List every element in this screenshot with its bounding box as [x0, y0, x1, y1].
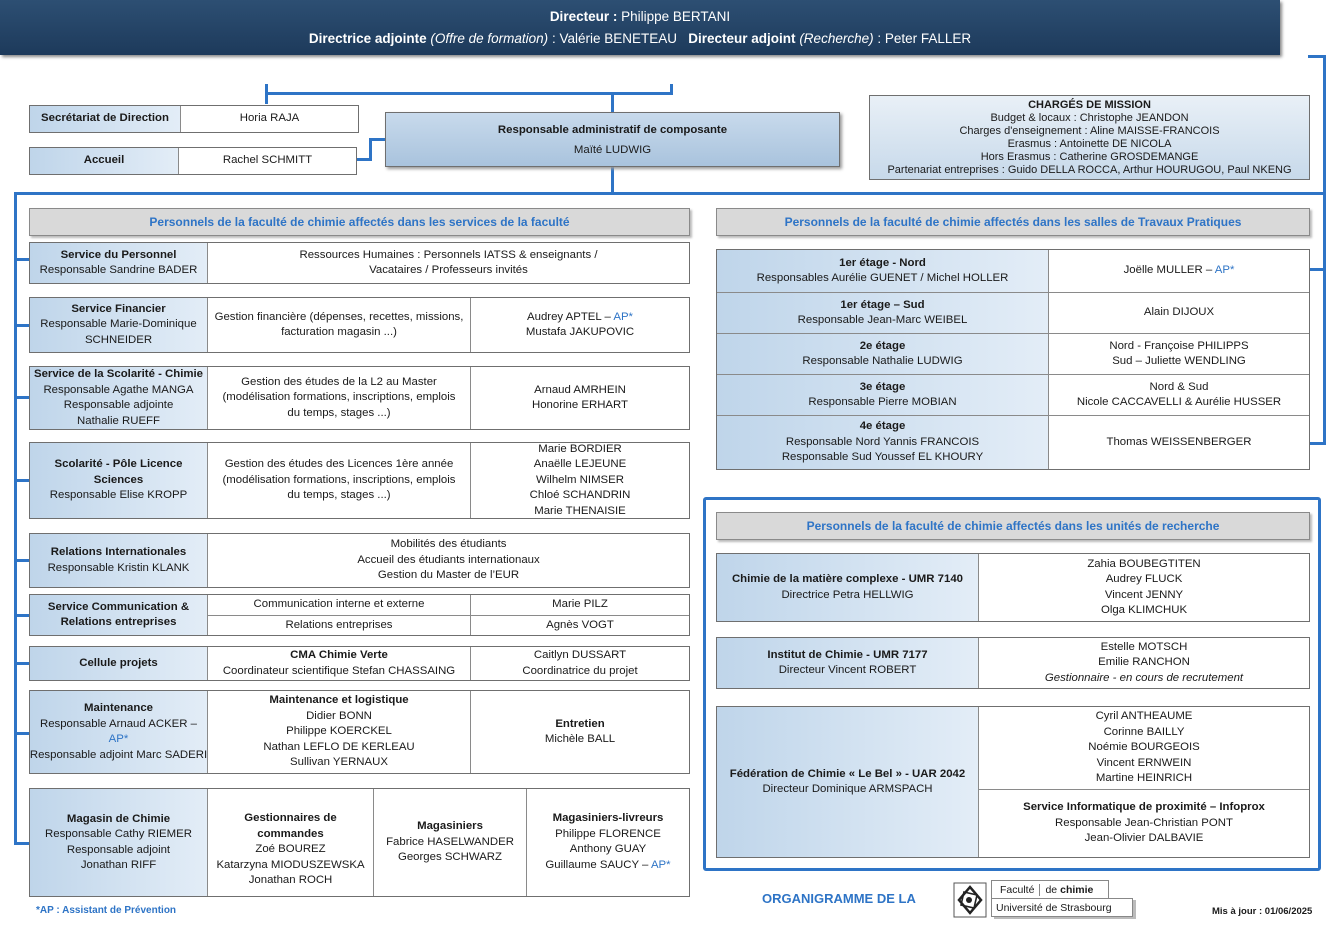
research-unit-umr7177 [716, 637, 1310, 689]
gestionnaire-person: Zoé BOUREZ [255, 843, 326, 855]
magasinier-person: Georges SCHWARZ [397, 851, 502, 864]
maintenance-resp: Responsable adjoint Marc SADERI [30, 748, 208, 761]
licence-desc: (modélisation formations, inscriptions, emplois [222, 473, 456, 486]
licence-person: Wilhelm NIMSER [536, 473, 624, 486]
connector [14, 192, 17, 844]
unit-person: Noémie BOURGEOIS [1088, 741, 1200, 754]
financier-person: Mustafa JAKUPOVIC [525, 326, 635, 338]
unit-director: Directeur Vincent ROBERT [778, 664, 917, 676]
connector [14, 324, 30, 327]
connector [14, 614, 30, 617]
tp-resp: Responsable Nord Yannis FRANCOIS [785, 435, 980, 448]
magasin-resp: Jonathan RIFF [80, 859, 157, 871]
charge-line: Partenariat entreprises : Guido DELLA ROCCA, Arthur HOURUGOU, Paul NKENG [887, 163, 1292, 176]
scolarite-person: Honorine ERHART [531, 399, 628, 411]
resp-admin-name: Maïté LUDWIG [573, 143, 652, 156]
comm-person: Marie PILZ [552, 598, 608, 611]
projets-person: Caitlyn DUSSART [533, 649, 627, 661]
logo-university: Université de Strasbourg [991, 898, 1133, 917]
ap-footnote: *AP : Assistant de Prévention [36, 905, 177, 916]
livreur-person: Guillaume SAUCY – AP* [545, 858, 671, 871]
scolarite-resp: Responsable Agathe MANGA [43, 383, 194, 396]
connector [14, 842, 30, 845]
connector [1323, 55, 1326, 445]
magasin-label: Magasin de Chimie [66, 812, 171, 825]
org-title: ORGANIGRAMME DE LA [762, 891, 916, 906]
connector [1308, 442, 1326, 445]
connector [14, 396, 30, 399]
connector [14, 559, 30, 562]
connector [369, 138, 385, 141]
scolarite-resp: Nathalie RUEFF [77, 414, 160, 427]
livreur-person: Anthony GUAY [569, 843, 647, 855]
charge-line: Charges d'enseignement : Aline MAISSE-FRANCOIS [959, 124, 1220, 137]
scolarite-resp: Responsable adjointe [63, 399, 174, 411]
livreurs-title: Magasiniers-livreurs [552, 812, 664, 824]
financier-resp: SCHNEIDER [84, 333, 153, 346]
maintenance-person: Didier BONN [306, 709, 372, 722]
relations-internationales [29, 533, 690, 588]
financier-person: Audrey APTEL – AP* [527, 310, 633, 323]
comm-desc: Relations entreprises [285, 618, 393, 631]
tp-floor: 3e étage [859, 380, 906, 393]
charges-title: CHARGÉS DE MISSION [1028, 98, 1151, 111]
connector [14, 192, 1326, 195]
personnel-desc: Vacataires / Professeurs invités [369, 264, 528, 276]
infoprox-resp: Responsable Jean-Christian PONT [1055, 816, 1233, 829]
unit-person: Corinne BAILLY [1103, 725, 1185, 738]
personnel-desc: Ressources Humaines : Personnels IATSS & enseignants / [299, 248, 598, 261]
unit-name: Institut de Chimie - UMR 7177 [767, 648, 928, 661]
comm-label: Relations entreprises [60, 616, 177, 628]
tp-resp: Responsable Pierre MOBIAN [808, 396, 957, 408]
projets-coord: Coordinateur scientifique Stefan CHASSAING [222, 664, 456, 677]
ri-resp: Responsable Kristin KLANK [47, 561, 190, 574]
projets-label: Cellule projets [30, 647, 208, 680]
licence-person: Anaëlle LEJEUNE [533, 458, 627, 471]
unit-person: Gestionnaire - en cours de recrutement [1044, 671, 1244, 684]
maintenance-person: Philippe KOERCKEL [286, 725, 392, 738]
unit-person: Audrey FLUCK [1105, 573, 1183, 585]
maintenance-resp: Responsable Arnaud ACKER – AP* [39, 717, 198, 745]
ap-marker: AP* [613, 310, 633, 323]
ap-marker: AP* [108, 733, 129, 745]
licence-desc: du temps, stages ...) [287, 489, 391, 502]
unit-person: Estelle MOTSCH [1100, 640, 1188, 653]
director-line [550, 6, 730, 28]
tp-person: Alain DIJOUX [1143, 306, 1215, 319]
unit-person: Martine HEINRICH [1095, 772, 1193, 785]
accueil-label: Accueil [30, 148, 179, 174]
secretariat-name: Horia RAJA [239, 112, 300, 125]
service-communication [29, 594, 690, 636]
licence-resp: Responsable Elise KROPP [49, 489, 188, 502]
unit-person: Cyril ANTHEAUME [1095, 710, 1193, 723]
maintenance [29, 690, 690, 774]
research-unit-uar2042 [716, 706, 1310, 858]
connector [369, 138, 372, 161]
deputy1-role: (Offre de formation) [430, 30, 549, 46]
licence-person: Marie THENAISIE [534, 504, 626, 517]
connector [1308, 268, 1326, 271]
deputy1-label: Directrice adjointe [308, 30, 427, 46]
tp-floor: 1er étage – Sud [840, 298, 925, 311]
faculty-logo [951, 880, 1136, 920]
unit-name: Chimie de la matière complexe - UMR 7140 [731, 573, 964, 585]
scolarite-desc: (modélisation formations, inscriptions, emplois [222, 391, 456, 404]
licence-person: Chloé SCHANDRIN [529, 489, 631, 502]
scolarite-desc: du temps, stages ...) [287, 406, 391, 419]
secretariat-label: Secrétariat de Direction [30, 106, 181, 132]
financier-resp: Responsable Marie-Dominique [40, 318, 197, 331]
tp-person: Joëlle MULLER – AP* [1123, 264, 1235, 277]
deputies-line [309, 28, 971, 50]
magasin-resp: Responsable Cathy RIEMER [45, 828, 192, 840]
gestionnaire-person: Katarzyna MIODUSZEWSKA [216, 858, 365, 871]
connector [14, 662, 30, 665]
ap-marker: AP* [650, 858, 671, 871]
unit-name: Fédération de Chimie « Le Bel » - UAR 2042 [729, 767, 966, 780]
accueil-box [29, 147, 357, 175]
tp-resp: Responsable Nathalie LUDWIG [802, 355, 963, 367]
pole-licence [29, 442, 690, 519]
direction-banner [0, 0, 1280, 55]
gestionnaire-person: Jonathan ROCH [248, 874, 333, 886]
entretien-title: Entretien [555, 717, 605, 730]
deputy1-name: : Valérie BENETEAU [551, 30, 677, 46]
maintenance-person: Nathan LEFLO DE KERLEAU [263, 740, 415, 753]
tp-person: Nicole CACCAVELLI & Aurélie HUSSER [1076, 396, 1282, 408]
service-scolarite [29, 366, 690, 430]
personnel-resp: Responsable Sandrine BADER [39, 264, 198, 276]
charge-line: Budget & locaux : Christophe JEANDON [990, 111, 1189, 124]
tp-floor: 1er étage - Nord [839, 256, 926, 269]
ri-desc: Mobilités des étudiants [390, 538, 507, 551]
maintenance-person: Sullivan YERNAUX [290, 756, 388, 769]
scolarite-desc: Gestion des études de la L2 au Master [241, 375, 437, 388]
financier-desc: Gestion financière (dépenses, recettes, missions, [214, 310, 464, 323]
scolarite-label: Service de la Scolarité - Chimie [33, 368, 204, 380]
projets-role: Coordinatrice du projet [522, 664, 638, 677]
services-header: Personnels de la faculté de chimie affectés dans les services de la faculté [29, 208, 690, 236]
tp-header: Personnels de la faculté de chimie affectés dans les salles de Travaux Pratiques [716, 208, 1310, 236]
secretariat-box [29, 105, 359, 133]
tp-person: Nord & Sud [1149, 380, 1209, 393]
charge-line: Erasmus : Antoinette DE NICOLA [1007, 137, 1172, 150]
deputy2-role: (Recherche) [799, 30, 874, 46]
entretien-person: Michèle BALL [544, 733, 616, 745]
service-personnel [29, 242, 690, 284]
charges-mission-box [869, 95, 1310, 180]
unit-person: Emilie RANCHON [1098, 656, 1190, 669]
licence-person: Marie BORDIER [538, 443, 622, 455]
licence-label: Scolarité - Pôle Licence Sciences [54, 458, 183, 486]
tp-person: Nord - Françoise PHILIPPS [1109, 339, 1249, 352]
unit-person: Vincent ERNWEIN [1096, 756, 1192, 769]
logo-faculte: Faculté [992, 884, 1040, 896]
livreur-person: Philippe FLORENCE [555, 827, 661, 840]
research-header: Personnels de la faculté de chimie affectés dans les unités de recherche [716, 512, 1310, 540]
maintenance-logistique-title: Maintenance et logistique [269, 694, 409, 707]
tp-person: Sud – Juliette WENDLING [1112, 355, 1246, 367]
magasin-resp: Responsable adjoint [66, 843, 171, 856]
ri-desc: Gestion du Master de l’EUR [377, 569, 520, 582]
infoprox-title: Service Informatique de proximité – Infoprox [1023, 801, 1265, 814]
accueil-name: Rachel SCHMITT [222, 154, 313, 167]
unit-person: Vincent JENNY [1104, 588, 1184, 601]
research-unit-umr7140 [716, 553, 1310, 622]
magasin-chimie [29, 788, 690, 897]
resp-admin-title: Responsable administratif de composante [497, 123, 728, 136]
unit-person: Olga KLIMCHUK [1100, 604, 1188, 616]
update-date: Mis à jour : 01/06/2025 [1212, 906, 1313, 917]
comm-desc: Communication interne et externe [253, 598, 425, 611]
service-financier [29, 297, 690, 353]
comm-label: Service Communication & [47, 600, 190, 613]
personnel-label: Service du Personnel [60, 248, 177, 261]
logo-emblem-icon [953, 882, 987, 918]
licence-desc: Gestion des études des Licences 1ère année [224, 458, 454, 471]
connector [670, 84, 673, 95]
ap-marker: AP* [1214, 264, 1235, 277]
ri-desc: Accueil des étudiants internationaux [357, 553, 540, 566]
deputy2-label: Directeur adjoint [688, 30, 796, 46]
tp-resp: Responsable Sud Youssef EL KHOURY [781, 451, 984, 464]
financier-label: Service Financier [71, 302, 166, 315]
tp-resp: Responsables Aurélie GUENET / Michel HOLLER [756, 272, 1009, 284]
comm-person: Agnès VOGT [546, 618, 614, 631]
magasiniers-title: Magasiniers [417, 820, 483, 833]
maintenance-label: Maintenance [84, 702, 153, 714]
connector [14, 732, 30, 735]
projets-title: CMA Chimie Verte [290, 649, 388, 661]
connector [14, 479, 30, 482]
connector [14, 258, 30, 261]
tp-person: Thomas WEISSENBERGER [1106, 435, 1252, 448]
ri-label: Relations Internationales [50, 546, 187, 558]
charge-line: Hors Erasmus : Catherine GROSDEMANGE [980, 150, 1199, 163]
tp-resp: Responsable Jean-Marc WEIBEL [797, 314, 968, 326]
logo-de: de [1045, 883, 1058, 896]
financier-desc: facturation magasin ...) [281, 326, 397, 338]
tp-table [716, 249, 1310, 470]
director-name: Philippe BERTANI [621, 8, 731, 24]
scolarite-person: Arnaud AMRHEIN [534, 383, 626, 396]
connector [611, 94, 614, 112]
deputy2-name: : Peter FALLER [877, 30, 972, 46]
logo-chimie: chimie [1060, 883, 1094, 896]
unit-director: Directrice Petra HELLWIG [781, 588, 914, 601]
unit-person: Zahia BOUBEGTITEN [1087, 557, 1201, 570]
magasinier-person: Fabrice HASELWANDER [386, 835, 514, 848]
resp-admin-box [385, 112, 840, 167]
gestionnaires-title: Gestionnaires de commandes [244, 812, 337, 840]
cellule-projets [29, 646, 690, 681]
tp-floor: 2e étage [859, 339, 906, 352]
connector [611, 166, 614, 194]
director-label: Directeur : [549, 8, 618, 24]
unit-director: Directeur Dominique ARMSPACH [762, 783, 933, 795]
tp-floor: 4e étage [859, 420, 906, 433]
infoprox-person: Jean-Olivier DALBAVIE [1084, 832, 1204, 845]
